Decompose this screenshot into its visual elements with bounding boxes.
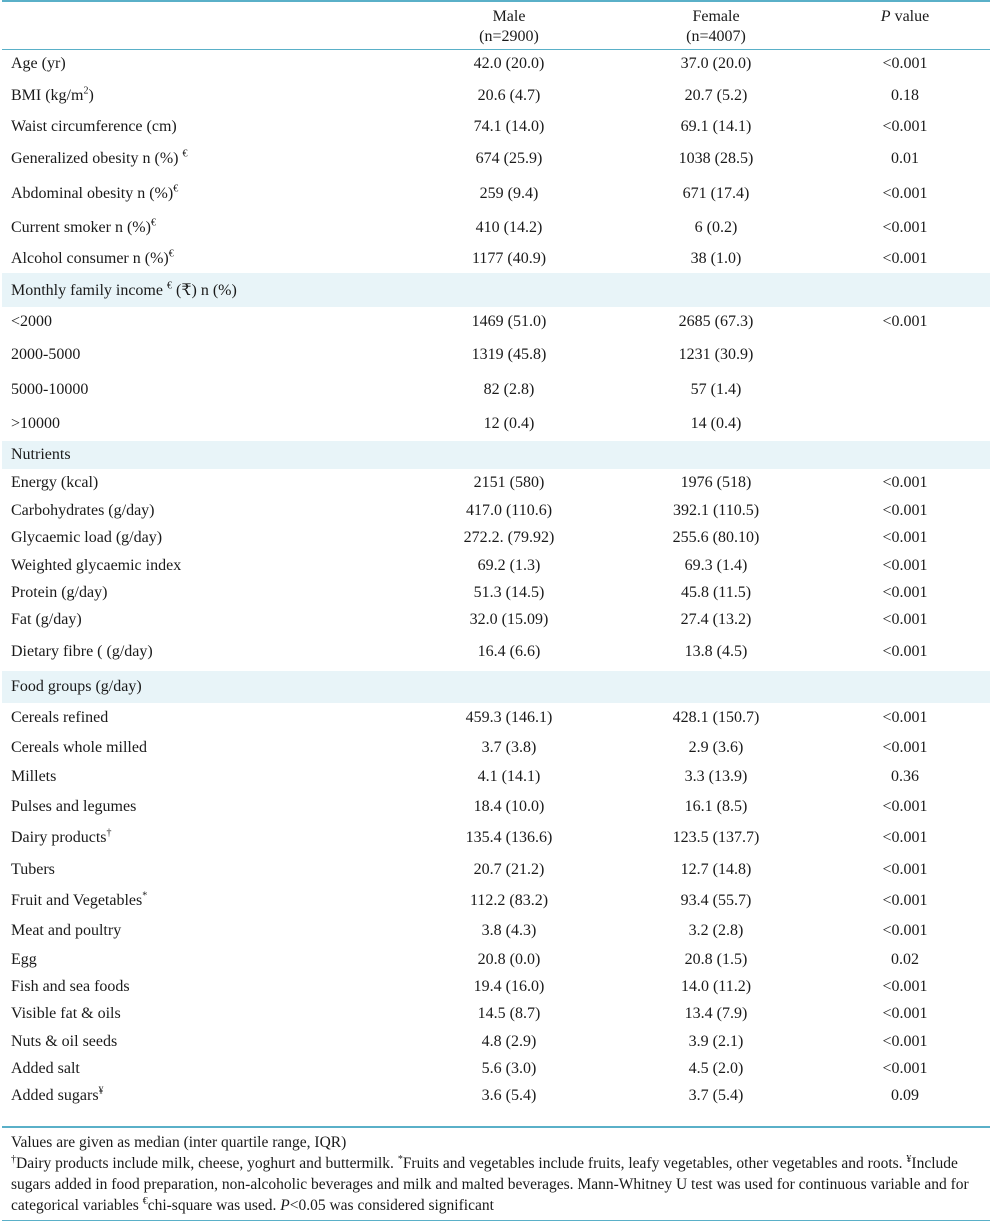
p-value: <0.001	[882, 474, 928, 491]
row-label-text: >10000	[11, 415, 61, 432]
male-value: 51.3 (14.5)	[473, 583, 545, 601]
header-male	[406, 1, 612, 49]
table-row	[2, 633, 990, 671]
female-value: 27.4 (13.2)	[680, 610, 752, 628]
row-label-text: Weighted glycaemic index	[11, 556, 182, 574]
male-value: 32.0 (15.09)	[469, 610, 549, 628]
female-value: 6 (0.2)	[694, 219, 738, 236]
footnote-chi: chi-square was used.	[147, 1197, 281, 1214]
male-value: 82 (2.8)	[483, 381, 535, 398]
footnote-median	[11, 1132, 984, 1153]
row-label-superscript: €	[166, 280, 172, 292]
p-value: 0.01	[891, 150, 919, 167]
table-row	[2, 1055, 990, 1082]
table-row	[2, 822, 990, 853]
row-label-superscript: ¥	[98, 1085, 104, 1097]
footnote-yen: ¥	[906, 1153, 912, 1165]
row-label-text: Dietary fibre ( (g/day)	[11, 643, 153, 660]
row-label-superscript: *	[142, 890, 148, 902]
row-label	[2, 524, 406, 552]
table-row	[2, 524, 990, 552]
row-label-text: Millets	[11, 767, 57, 785]
row-label	[2, 606, 406, 633]
male-value: 1319 (45.8)	[471, 346, 547, 363]
row-label-text: 2000-5000	[11, 346, 81, 363]
table-row	[2, 946, 990, 973]
row-label	[2, 579, 406, 606]
row-label	[2, 177, 406, 211]
row-label	[2, 469, 406, 497]
section-row	[2, 441, 990, 469]
table-row	[2, 79, 990, 113]
row-label-suffix: )	[88, 87, 94, 104]
row-label-text: Meat and poultry	[11, 921, 122, 939]
row-label	[2, 373, 406, 407]
row-label-text: Protein (g/day)	[11, 583, 108, 601]
row-label	[2, 946, 406, 973]
table-row	[2, 407, 990, 441]
female-value: 671 (17.4)	[682, 185, 750, 202]
female-value: 93.4 (55.7)	[680, 891, 752, 909]
header-male-n: (n=2900)	[479, 28, 539, 45]
female-value: 13.8 (4.5)	[684, 643, 748, 660]
table-row	[2, 733, 990, 762]
row-label-text: Added salt	[11, 1059, 80, 1077]
row-label-text: BMI (kg/m	[11, 87, 84, 104]
p-value: <0.001	[882, 250, 928, 267]
female-value: 4.5 (2.0)	[688, 1059, 744, 1077]
data-table	[2, 0, 990, 1110]
footnote-euro: €	[142, 1195, 148, 1207]
section-label	[2, 671, 990, 703]
header-male-title: Male	[492, 8, 526, 25]
row-label-text: Monthly family income	[11, 282, 167, 299]
footnote-median-text: Values are given as median (inter quartile range, IQR)	[11, 1134, 347, 1151]
p-value: <0.001	[882, 1059, 928, 1077]
row-label	[2, 497, 406, 524]
footnote-dagger: †	[11, 1153, 16, 1165]
row-label-text: Tubers	[11, 860, 55, 878]
female-value: 392.1 (110.5)	[672, 501, 760, 519]
footnote-significance: <0.05 was considered significant	[289, 1197, 494, 1214]
row-label-text: Age (yr)	[11, 55, 66, 73]
female-value: 37.0 (20.0)	[680, 55, 752, 73]
p-value: <0.001	[882, 185, 928, 202]
row-label-superscript: †	[106, 827, 112, 839]
p-value	[820, 407, 990, 441]
table-row	[2, 245, 990, 273]
header-label-cell	[2, 1, 406, 49]
row-label	[2, 211, 406, 245]
row-label	[2, 49, 406, 79]
female-value: 255.6 (80.10)	[672, 529, 760, 546]
row-label-text: Generalized obesity n (%)	[11, 150, 183, 167]
female-value: 1038 (28.5)	[678, 150, 754, 167]
row-label	[2, 1028, 406, 1055]
footnote-dairy: Dairy products include milk, cheese, yoghurt and buttermilk.	[16, 1155, 398, 1172]
footnote-star: *	[397, 1153, 403, 1165]
row-label-superscript: €	[182, 148, 188, 160]
header-p-italic: P	[880, 8, 891, 25]
male-value: 5.6 (3.0)	[481, 1059, 537, 1077]
header-female	[612, 1, 820, 49]
female-value: 3.3 (13.9)	[684, 767, 748, 785]
table-row	[2, 307, 990, 337]
row-label	[2, 633, 406, 671]
male-value: 135.4 (136.6)	[465, 828, 553, 846]
section-row	[2, 671, 990, 703]
row-label	[2, 973, 406, 1000]
male-value: 19.4 (16.0)	[473, 977, 545, 995]
female-value: 12.7 (14.8)	[680, 860, 752, 878]
row-label	[2, 703, 406, 733]
male-value: 4.1 (14.1)	[477, 767, 541, 785]
footnote-fruit: Fruits and vegetables include fruits, leafy vegetables, other vegetables and roots.	[402, 1155, 907, 1172]
female-value: 2.9 (3.6)	[688, 738, 744, 756]
row-label-text: 5000-10000	[11, 381, 89, 398]
table-row	[2, 853, 990, 886]
male-value: 12 (0.4)	[483, 415, 535, 432]
header-p-value	[820, 1, 990, 49]
header-female-title: Female	[692, 8, 740, 25]
row-label-text: Fat (g/day)	[11, 610, 82, 628]
row-label	[2, 1055, 406, 1082]
row-label-text: Nutrients	[11, 446, 71, 463]
female-value: 3.7 (5.4)	[688, 1087, 744, 1104]
female-value: 2685 (67.3)	[678, 313, 754, 330]
female-value: 14 (0.4)	[690, 415, 742, 432]
row-label-text: Cereals refined	[11, 709, 109, 726]
footnote-p-italic: P	[280, 1197, 290, 1214]
p-value: <0.001	[882, 556, 928, 574]
row-label-text: Fish and sea foods	[11, 977, 130, 995]
male-value: 674 (25.9)	[475, 150, 543, 167]
row-label	[2, 245, 406, 273]
female-value: 16.1 (8.5)	[684, 797, 748, 815]
table-row	[2, 497, 990, 524]
female-value: 38 (1.0)	[690, 250, 742, 267]
row-label-text: Alcohol consumer n (%)	[11, 250, 169, 267]
row-label-superscript: €	[173, 183, 179, 195]
table-row	[2, 606, 990, 633]
female-value: 3.9 (2.1)	[688, 1032, 744, 1050]
footnote-sugars: Include sugars added in food preparation, non-alcoholic beverages and milk and malted beverages. Mann-Whitney U test was used for continuous variable and for categorical variables	[11, 1155, 969, 1214]
male-value: 112.2 (83.2)	[469, 891, 549, 909]
row-label	[2, 552, 406, 579]
table-row	[2, 915, 990, 946]
row-label	[2, 915, 406, 946]
header-female-n: (n=4007)	[686, 28, 746, 45]
male-value: 14.5 (8.7)	[477, 1005, 541, 1022]
row-label-text: Glycaemic load (g/day)	[11, 529, 163, 546]
p-value: <0.001	[882, 219, 928, 236]
p-value: <0.001	[882, 738, 928, 756]
section-label	[2, 273, 990, 307]
table-row	[2, 973, 990, 1000]
table-row	[2, 703, 990, 733]
male-value: 272.2. (79.92)	[463, 529, 555, 546]
female-value: 13.4 (7.9)	[684, 1005, 748, 1022]
row-label-text: Fruit and Vegetables	[11, 891, 143, 909]
row-label-superscript: €	[150, 217, 156, 229]
male-value: 3.7 (3.8)	[481, 738, 537, 756]
table-row	[2, 113, 990, 141]
male-value: 20.8 (0.0)	[477, 950, 541, 968]
p-value: <0.001	[882, 501, 928, 519]
p-value: 0.09	[891, 1087, 919, 1104]
female-value: 69.1 (14.1)	[680, 118, 752, 135]
table-row	[2, 762, 990, 791]
row-label	[2, 141, 406, 177]
table-row	[2, 211, 990, 245]
row-label-text: Current smoker n (%)	[11, 219, 151, 236]
row-label-superscript: 2	[83, 85, 89, 97]
p-value: <0.001	[882, 921, 928, 939]
section-label	[2, 441, 990, 469]
p-value: <0.001	[882, 828, 928, 846]
row-label	[2, 337, 406, 373]
row-label-text: Abdominal obesity n (%)	[11, 185, 174, 202]
row-label	[2, 1082, 406, 1110]
p-value: <0.001	[882, 529, 928, 546]
p-value: 0.36	[891, 767, 919, 785]
p-value: <0.001	[882, 583, 928, 601]
male-value: 410 (14.2)	[475, 219, 543, 236]
table-row	[2, 552, 990, 579]
row-label	[2, 307, 406, 337]
p-value: <0.001	[882, 643, 928, 660]
female-value: 69.3 (1.4)	[684, 556, 748, 574]
p-value: <0.001	[882, 860, 928, 878]
p-value: <0.001	[882, 709, 928, 726]
table-footnotes	[2, 1126, 990, 1221]
male-value: 2151 (580)	[473, 474, 545, 491]
table-row	[2, 49, 990, 79]
female-value: 14.0 (11.2)	[680, 977, 752, 995]
row-label-text: Carbohydrates (g/day)	[11, 501, 155, 519]
table-row	[2, 1082, 990, 1110]
male-value: 69.2 (1.3)	[477, 556, 541, 574]
male-value: 417.0 (110.6)	[465, 501, 553, 519]
row-label-text: Egg	[11, 950, 37, 968]
p-value	[820, 373, 990, 407]
p-value	[820, 337, 990, 373]
row-label-text: Pulses and legumes	[11, 797, 137, 815]
footnote-definitions	[11, 1153, 984, 1216]
female-value: 20.7 (5.2)	[684, 87, 748, 104]
p-value: <0.001	[882, 891, 928, 909]
male-value: 20.6 (4.7)	[477, 87, 541, 104]
table-row	[2, 373, 990, 407]
table-row	[2, 177, 990, 211]
p-value: <0.001	[882, 55, 928, 73]
table-row	[2, 1000, 990, 1028]
row-label	[2, 853, 406, 886]
p-value: 0.02	[891, 950, 919, 968]
table-row	[2, 337, 990, 373]
table-row	[2, 141, 990, 177]
row-label	[2, 79, 406, 113]
male-value: 18.4 (10.0)	[473, 797, 545, 815]
p-value: <0.001	[882, 1032, 928, 1050]
female-value: 45.8 (11.5)	[680, 583, 752, 601]
male-value: 4.8 (2.9)	[481, 1032, 537, 1050]
row-label-text: Cereals whole milled	[11, 738, 147, 756]
table-row	[2, 886, 990, 915]
p-value: <0.001	[882, 1005, 928, 1022]
male-value: 3.8 (4.3)	[481, 921, 537, 939]
male-value: 16.4 (6.6)	[477, 643, 541, 660]
row-label-text: Dairy products	[11, 828, 107, 846]
row-label-text: Nuts & oil seeds	[11, 1032, 118, 1050]
row-label-text: Added sugars	[11, 1087, 99, 1104]
row-label-text: Waist circumference (cm)	[11, 118, 177, 135]
male-value: 459.3 (146.1)	[465, 709, 553, 726]
table-row	[2, 791, 990, 822]
female-value: 3.2 (2.8)	[688, 921, 744, 939]
p-value: <0.001	[882, 118, 928, 135]
female-value: 1231 (30.9)	[678, 346, 754, 363]
male-value: 3.6 (5.4)	[481, 1087, 537, 1104]
row-label-text: Energy (kcal)	[11, 474, 99, 491]
row-label	[2, 791, 406, 822]
female-value: 57 (1.4)	[690, 381, 742, 398]
male-value: 1469 (51.0)	[471, 313, 547, 330]
row-label	[2, 762, 406, 791]
table-row	[2, 469, 990, 497]
p-value: <0.001	[882, 610, 928, 628]
section-row	[2, 273, 990, 307]
p-value: 0.18	[891, 87, 919, 104]
male-value: 20.7 (21.2)	[473, 860, 545, 878]
row-label	[2, 407, 406, 441]
female-value: 123.5 (137.7)	[672, 828, 760, 846]
male-value: 42.0 (20.0)	[473, 55, 545, 73]
table-row	[2, 1028, 990, 1055]
row-label	[2, 733, 406, 762]
row-label-text: Visible fat & oils	[11, 1005, 121, 1022]
row-label	[2, 886, 406, 915]
row-label	[2, 822, 406, 853]
row-label	[2, 1000, 406, 1028]
female-value: 20.8 (1.5)	[684, 950, 748, 968]
p-value: <0.001	[882, 797, 928, 815]
male-value: 1177 (40.9)	[471, 250, 547, 267]
row-label-text: Food groups (g/day)	[11, 678, 142, 695]
female-value: 1976 (518)	[680, 474, 752, 491]
table-row	[2, 579, 990, 606]
male-value: 74.1 (14.0)	[473, 118, 545, 135]
header-row	[2, 1, 990, 49]
p-value: <0.001	[882, 313, 928, 330]
row-label-suffix: (₹) n (%)	[171, 282, 237, 299]
p-value: <0.001	[882, 977, 928, 995]
row-label-text: <2000	[11, 313, 53, 330]
row-label	[2, 113, 406, 141]
row-label-superscript: €	[168, 248, 174, 260]
female-value: 428.1 (150.7)	[672, 709, 760, 726]
male-value: 259 (9.4)	[479, 185, 539, 202]
header-p-rest: value	[890, 8, 930, 25]
